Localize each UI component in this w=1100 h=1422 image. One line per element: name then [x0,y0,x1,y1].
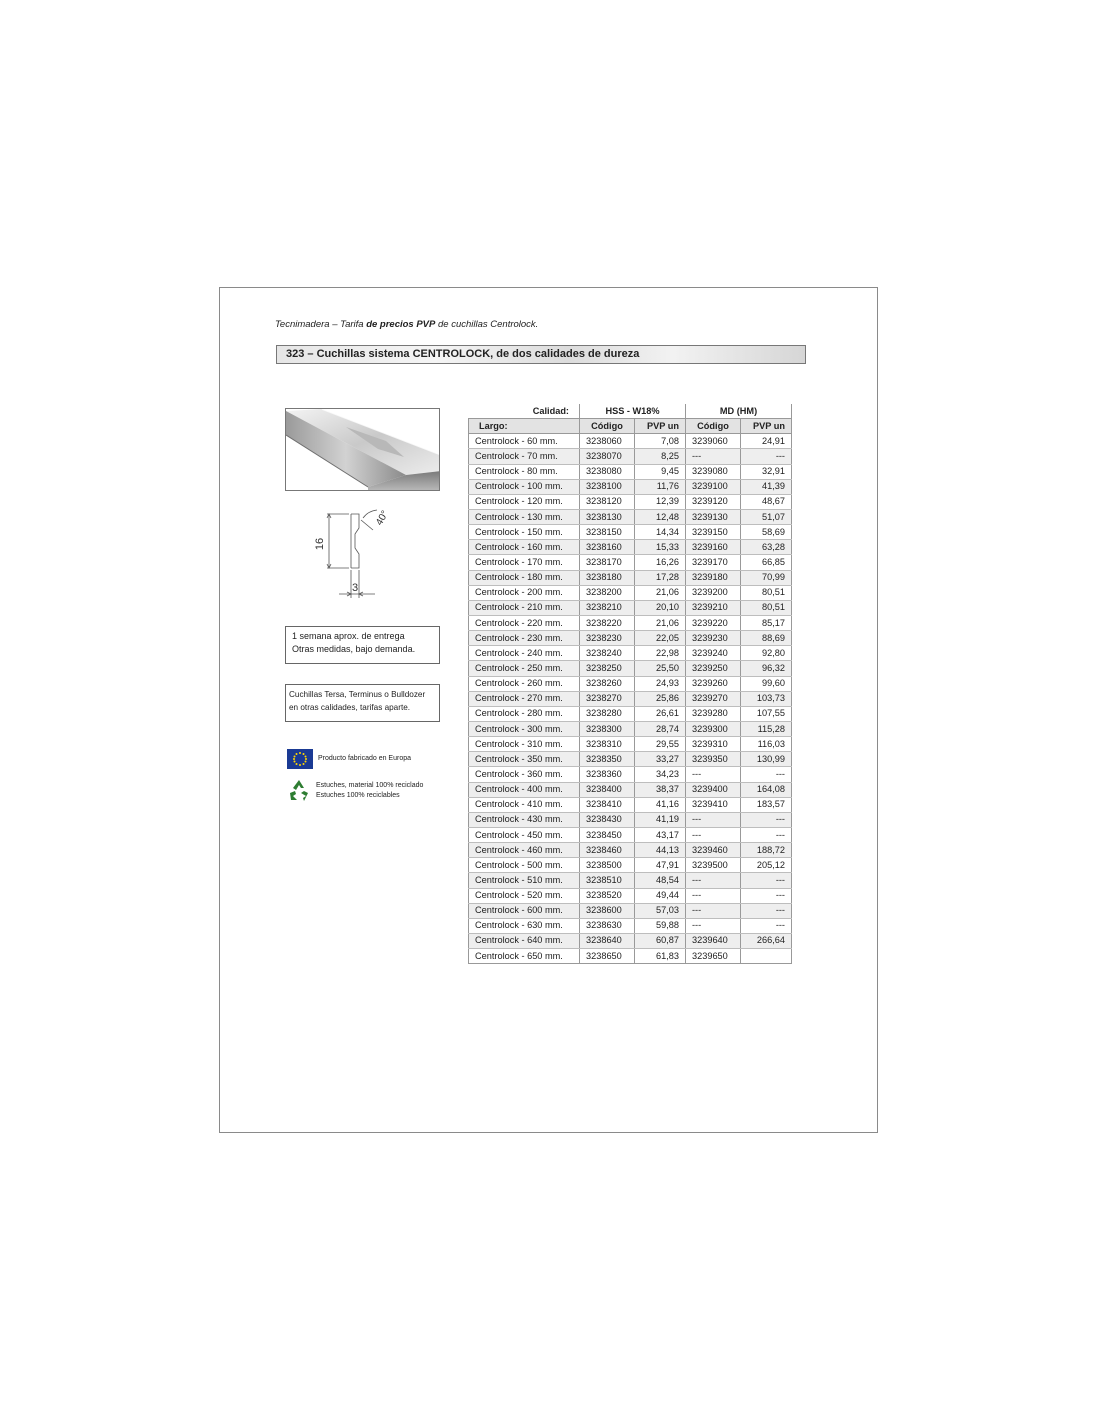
length-cell: Centrolock - 360 mm. [469,767,580,782]
hss-price-cell: 12,39 [635,494,686,509]
pvp-md-header: PVP un [741,419,792,434]
table-row [469,525,792,540]
table-row [469,555,792,570]
quality-hss-header: HSS - W18% [580,404,686,419]
table-row [469,827,792,842]
table-row [469,933,792,948]
hss-price-cell: 7,08 [635,434,686,449]
md-price-cell: 80,51 [741,585,792,600]
length-cell: Centrolock - 350 mm. [469,752,580,767]
table-row [469,509,792,524]
table-row [469,585,792,600]
hss-code-cell: 3238260 [580,676,635,691]
table-row [469,449,792,464]
md-price-cell: 107,55 [741,706,792,721]
length-cell: Centrolock - 200 mm. [469,585,580,600]
md-code-cell: 3239460 [686,843,741,858]
recycle-icon [287,779,311,803]
md-price-cell: 66,85 [741,555,792,570]
header-bold: de precios PVP [366,319,436,330]
length-cell: Centrolock - 210 mm. [469,600,580,615]
md-code-cell: 3239100 [686,479,741,494]
recycle-line-2: Estuches 100% reciclables [316,792,400,799]
md-price-cell: 58,69 [741,525,792,540]
price-sheet-page [219,287,878,1133]
header-suffix: de cuchillas Centrolock. [435,319,539,330]
hss-code-cell: 3238250 [580,661,635,676]
hss-price-cell: 60,87 [635,933,686,948]
md-code-cell: 3239400 [686,782,741,797]
price-table-body [469,434,792,964]
hss-price-cell: 57,03 [635,903,686,918]
document-header [275,319,538,330]
hss-code-cell: 3238650 [580,949,635,964]
table-row [469,888,792,903]
md-code-cell: 3239280 [686,706,741,721]
hss-price-cell: 41,16 [635,797,686,812]
hss-price-cell: 44,13 [635,843,686,858]
md-code-cell: 3239160 [686,540,741,555]
table-row [469,873,792,888]
blade-illustration [286,409,440,491]
md-price-cell: 183,57 [741,797,792,812]
hss-code-cell: 3238210 [580,600,635,615]
length-cell: Centrolock - 130 mm. [469,509,580,524]
md-code-cell: 3239310 [686,737,741,752]
hss-code-cell: 3238450 [580,827,635,842]
md-price-cell: 96,32 [741,661,792,676]
eu-badge-text: Producto fabricado en Europa [318,755,412,762]
calidad-label: Calidad: [469,404,580,419]
md-price-cell: --- [741,812,792,827]
md-price-cell: --- [741,827,792,842]
hss-code-cell: 3238640 [580,933,635,948]
md-price-cell: 48,67 [741,494,792,509]
length-cell: Centrolock - 450 mm. [469,827,580,842]
codigo-md-header: Código [686,419,741,434]
length-cell: Centrolock - 250 mm. [469,661,580,676]
hss-code-cell: 3238400 [580,782,635,797]
hss-price-cell: 43,17 [635,827,686,842]
md-code-cell: 3239650 [686,949,741,964]
md-price-cell: 130,99 [741,752,792,767]
hss-price-cell: 47,91 [635,858,686,873]
table-row [469,812,792,827]
hss-code-cell: 3238280 [580,706,635,721]
table-row [469,676,792,691]
md-code-cell: 3239250 [686,661,741,676]
md-code-cell: 3239410 [686,797,741,812]
md-code-cell: 3239350 [686,752,741,767]
md-price-cell: 164,08 [741,782,792,797]
length-cell: Centrolock - 300 mm. [469,721,580,736]
table-row [469,615,792,630]
hss-code-cell: 3238160 [580,540,635,555]
md-code-cell: --- [686,888,741,903]
md-price-cell: 85,17 [741,615,792,630]
md-price-cell: --- [741,903,792,918]
hss-price-cell: 21,06 [635,615,686,630]
md-price-cell: 116,03 [741,737,792,752]
table-row [469,691,792,706]
hss-price-cell: 49,44 [635,888,686,903]
md-code-cell: 3239220 [686,615,741,630]
md-price-cell: 99,60 [741,676,792,691]
length-cell: Centrolock - 270 mm. [469,691,580,706]
table-row [469,661,792,676]
hss-price-cell: 61,83 [635,949,686,964]
length-cell: Centrolock - 600 mm. [469,903,580,918]
table-row [469,918,792,933]
hss-code-cell: 3238270 [580,691,635,706]
table-row [469,464,792,479]
hss-code-cell: 3238460 [580,843,635,858]
md-code-cell: --- [686,449,741,464]
hss-price-cell: 14,34 [635,525,686,540]
length-cell: Centrolock - 70 mm. [469,449,580,464]
length-cell: Centrolock - 100 mm. [469,479,580,494]
table-row [469,903,792,918]
hss-code-cell: 3238200 [580,585,635,600]
md-code-cell: 3239170 [686,555,741,570]
table-row [469,646,792,661]
md-price-cell: 51,07 [741,509,792,524]
md-price-cell: 115,28 [741,721,792,736]
section-title: 323 – Cuchillas sistema CENTROLOCK, de dos calidades de dureza [286,348,640,360]
delivery-line-2: Otras medidas, bajo demanda. [292,644,416,654]
table-row [469,752,792,767]
md-code-cell: 3239230 [686,631,741,646]
hss-code-cell: 3238130 [580,509,635,524]
delivery-line-1: 1 semana aprox. de entrega [292,631,405,641]
hss-code-cell: 3238150 [580,525,635,540]
table-row [469,782,792,797]
table-row [469,494,792,509]
hss-price-cell: 8,25 [635,449,686,464]
table-row [469,600,792,615]
md-code-cell: 3239240 [686,646,741,661]
recycle-badge [287,779,423,803]
length-cell: Centrolock - 500 mm. [469,858,580,873]
md-price-cell: --- [741,767,792,782]
md-code-cell: --- [686,918,741,933]
length-cell: Centrolock - 510 mm. [469,873,580,888]
hss-code-cell: 3238220 [580,615,635,630]
length-cell: Centrolock - 220 mm. [469,615,580,630]
hss-price-cell: 11,76 [635,479,686,494]
md-price-cell: --- [741,918,792,933]
hss-price-cell: 59,88 [635,918,686,933]
length-cell: Centrolock - 240 mm. [469,646,580,661]
md-code-cell: 3239260 [686,676,741,691]
header-prefix: Tecnimadera – Tarifa [275,319,367,330]
hss-code-cell: 3238060 [580,434,635,449]
other-line-1: Cuchillas Tersa, Terminus o Bulldozer [289,690,426,699]
md-price-cell: 63,28 [741,540,792,555]
hss-price-cell: 22,98 [635,646,686,661]
table-row [469,706,792,721]
hss-price-cell: 24,93 [635,676,686,691]
length-cell: Centrolock - 460 mm. [469,843,580,858]
length-cell: Centrolock - 260 mm. [469,676,580,691]
table-row [469,570,792,585]
table-row [469,949,792,964]
profile-diagram [305,506,420,606]
hss-code-cell: 3238240 [580,646,635,661]
hss-price-cell: 38,37 [635,782,686,797]
md-price-cell: 266,64 [741,933,792,948]
md-code-cell: 3239080 [686,464,741,479]
quality-md-header: MD (HM) [686,404,792,419]
hss-price-cell: 9,45 [635,464,686,479]
eu-flag-icon [287,749,313,769]
height-dimension: 16 [314,537,326,551]
md-price-cell: --- [741,449,792,464]
md-price-cell: 80,51 [741,600,792,615]
length-cell: Centrolock - 630 mm. [469,918,580,933]
md-code-cell: 3239060 [686,434,741,449]
table-row [469,434,792,449]
hss-code-cell: 3238630 [580,918,635,933]
pvp-hss-header: PVP un [635,419,686,434]
hss-code-cell: 3238120 [580,494,635,509]
length-cell: Centrolock - 180 mm. [469,570,580,585]
md-code-cell: 3239150 [686,525,741,540]
price-table [468,404,792,964]
md-code-cell: 3239200 [686,585,741,600]
md-price-cell: --- [741,888,792,903]
md-price-cell: 103,73 [741,691,792,706]
other-line-2: en otras calidades, tarifas aparte. [289,703,411,712]
hss-price-cell: 26,61 [635,706,686,721]
hss-price-cell: 20,10 [635,600,686,615]
length-cell: Centrolock - 640 mm. [469,933,580,948]
hss-code-cell: 3238310 [580,737,635,752]
hss-code-cell: 3238180 [580,570,635,585]
hss-code-cell: 3238100 [580,479,635,494]
column-header-row [469,419,792,434]
hss-price-cell: 28,74 [635,721,686,736]
hss-code-cell: 3238300 [580,721,635,736]
hss-price-cell: 34,23 [635,767,686,782]
md-price-cell: 32,91 [741,464,792,479]
hss-code-cell: 3238360 [580,767,635,782]
hss-code-cell: 3238350 [580,752,635,767]
hss-code-cell: 3238410 [580,797,635,812]
hss-price-cell: 29,55 [635,737,686,752]
other-qualities-note [285,684,440,722]
table-row [469,737,792,752]
hss-price-cell: 25,50 [635,661,686,676]
angle-dimension: 40° [374,508,392,528]
hss-code-cell: 3238080 [580,464,635,479]
length-cell: Centrolock - 400 mm. [469,782,580,797]
md-price-cell: --- [741,873,792,888]
hss-code-cell: 3238520 [580,888,635,903]
table-row [469,479,792,494]
length-cell: Centrolock - 150 mm. [469,525,580,540]
hss-code-cell: 3238600 [580,903,635,918]
length-cell: Centrolock - 310 mm. [469,737,580,752]
md-price-cell: 88,69 [741,631,792,646]
length-cell: Centrolock - 120 mm. [469,494,580,509]
table-row [469,843,792,858]
codigo-hss-header: Código [580,419,635,434]
hss-price-cell: 17,28 [635,570,686,585]
md-code-cell: --- [686,873,741,888]
length-cell: Centrolock - 650 mm. [469,949,580,964]
table-row [469,858,792,873]
hss-price-cell: 21,06 [635,585,686,600]
recycle-line-1: Estuches, material 100% reciclado [316,782,424,789]
length-cell: Centrolock - 520 mm. [469,888,580,903]
md-code-cell: 3239120 [686,494,741,509]
md-code-cell: 3239180 [686,570,741,585]
table-row [469,797,792,812]
hss-code-cell: 3238070 [580,449,635,464]
md-code-cell: 3239270 [686,691,741,706]
hss-code-cell: 3238430 [580,812,635,827]
md-code-cell: 3239210 [686,600,741,615]
width-dimension: 3 [351,582,359,594]
section-title-bar [276,345,806,364]
hss-price-cell: 33,27 [635,752,686,767]
md-code-cell: 3239300 [686,721,741,736]
length-cell: Centrolock - 160 mm. [469,540,580,555]
hss-code-cell: 3238500 [580,858,635,873]
length-cell: Centrolock - 430 mm. [469,812,580,827]
table-row [469,721,792,736]
md-price-cell [741,949,792,964]
md-price-cell: 24,91 [741,434,792,449]
md-price-cell: 41,39 [741,479,792,494]
md-price-cell: 92,80 [741,646,792,661]
md-price-cell: 188,72 [741,843,792,858]
blade-photo [285,408,440,491]
hss-code-cell: 3238170 [580,555,635,570]
length-cell: Centrolock - 410 mm. [469,797,580,812]
hss-price-cell: 48,54 [635,873,686,888]
hss-price-cell: 41,19 [635,812,686,827]
table-row [469,540,792,555]
largo-header: Largo: [469,419,580,434]
md-price-cell: 70,99 [741,570,792,585]
md-price-cell: 205,12 [741,858,792,873]
md-code-cell: --- [686,827,741,842]
md-code-cell: --- [686,903,741,918]
hss-price-cell: 22,05 [635,631,686,646]
length-cell: Centrolock - 170 mm. [469,555,580,570]
length-cell: Centrolock - 230 mm. [469,631,580,646]
md-code-cell: 3239130 [686,509,741,524]
eu-badge [287,749,411,769]
md-code-cell: --- [686,767,741,782]
hss-price-cell: 25,86 [635,691,686,706]
md-code-cell: --- [686,812,741,827]
length-cell: Centrolock - 60 mm. [469,434,580,449]
md-code-cell: 3239500 [686,858,741,873]
hss-price-cell: 15,33 [635,540,686,555]
quality-header-row [469,404,792,419]
hss-price-cell: 12,48 [635,509,686,524]
hss-price-cell: 16,26 [635,555,686,570]
table-row [469,631,792,646]
hss-code-cell: 3238230 [580,631,635,646]
delivery-note [285,626,440,664]
hss-code-cell: 3238510 [580,873,635,888]
md-code-cell: 3239640 [686,933,741,948]
length-cell: Centrolock - 280 mm. [469,706,580,721]
length-cell: Centrolock - 80 mm. [469,464,580,479]
table-row [469,767,792,782]
